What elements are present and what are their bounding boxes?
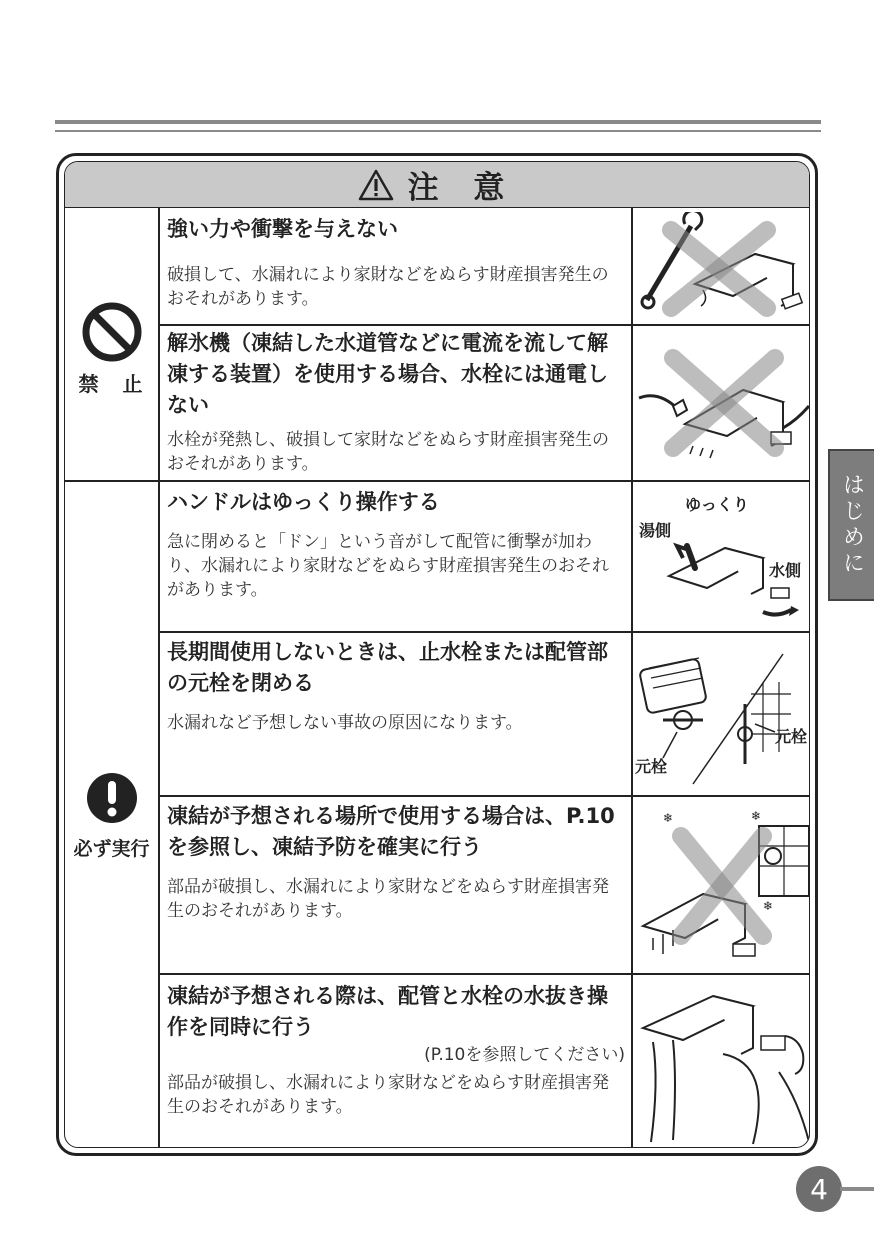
page-number: 4 — [796, 1166, 842, 1212]
illustration-handle-slowly — [633, 484, 810, 629]
row-divider — [158, 973, 809, 975]
section-divider — [65, 480, 809, 482]
row-divider — [158, 631, 809, 633]
caution-title: 注 意 — [407, 170, 517, 206]
row-body: 水栓が発熱し、破損して家財などをぬらす財産損害発生のおそれがあります。 — [167, 430, 609, 474]
section-tab[interactable] — [828, 449, 874, 601]
row-body: 部品が破損し、水漏れにより家財などをぬらす財産損害発生のおそれがあります。 — [167, 877, 609, 921]
caution-row — [167, 981, 625, 1119]
top-rule-thin — [55, 130, 821, 132]
row-title: 凍結が予想される際は、配管と水栓の水抜き操作を同時に行う — [167, 984, 608, 1039]
prohibit-label: 禁 止 — [78, 372, 145, 396]
illustration-main-valve — [633, 634, 810, 794]
row-title: 強い力や衝撃を与えない — [167, 217, 398, 241]
exclamation-circle-icon — [86, 772, 138, 824]
illustration-thaw-device — [633, 328, 810, 478]
label-main-valve-right: 元栓 — [775, 727, 808, 746]
label-slowly: ゆっくり — [685, 495, 749, 514]
svg-text:❄: ❄ — [751, 809, 762, 823]
caution-row — [167, 328, 625, 476]
caution-box — [56, 153, 818, 1156]
label-main-valve-left: 元栓 — [635, 757, 668, 776]
warning-triangle-icon — [358, 169, 394, 201]
top-rule — [55, 120, 821, 124]
row-title: 凍結が予想される場所で使用する場合は、P.10を参照し、凍結予防を確実に行う — [167, 804, 615, 859]
label-hot-side: 湯側 — [639, 521, 672, 540]
row-reference: (P.10を参照してください) — [424, 1045, 625, 1065]
row-divider — [158, 324, 809, 326]
row-title: ハンドルはゆっくり操作する — [167, 490, 440, 514]
caution-row — [167, 801, 625, 923]
caution-row — [167, 637, 625, 735]
prohibited-icon — [80, 300, 144, 364]
mandatory-category — [65, 772, 158, 861]
illustration-drain — [633, 976, 810, 1148]
label-cold-side: 水側 — [769, 561, 802, 580]
row-divider — [158, 795, 809, 797]
mandatory-label: 必ず実行 — [73, 838, 150, 860]
row-body: 破損して、水漏れにより家財などをぬらす財産損害発生のおそれがあります。 — [167, 265, 609, 309]
prohibit-category — [65, 300, 158, 397]
column-divider-left — [158, 208, 160, 1147]
svg-text:❄: ❄ — [663, 811, 674, 825]
caution-row — [167, 214, 625, 311]
illustration-freezing — [633, 798, 810, 972]
page-number-rule — [840, 1187, 874, 1191]
row-title: 解氷機（凍結した水道管などに電流を流して解凍する装置）を使用する場合、水栓には通電しない — [167, 331, 608, 417]
caution-row — [167, 487, 625, 602]
caution-box-inner — [64, 161, 810, 1148]
row-body: 急に閉めると「ドン」という音がして配管に衝撃が加わり、水漏れにより家財などをぬらす財産損害発生のおそれがあります。 — [167, 532, 609, 600]
row-body: 部品が破損し、水漏れにより家財などをぬらす財産損害発生のおそれがあります。 — [167, 1073, 609, 1117]
section-tab-label: はじめに — [839, 473, 865, 577]
row-body: 水漏れなど予想しない事故の原因になります。 — [167, 713, 523, 733]
svg-text:❄: ❄ — [763, 899, 774, 913]
illustration-impact — [633, 212, 810, 322]
caution-header — [65, 162, 809, 208]
row-title: 長期間使用しないときは、止水栓または配管部の元栓を閉める — [167, 640, 608, 695]
